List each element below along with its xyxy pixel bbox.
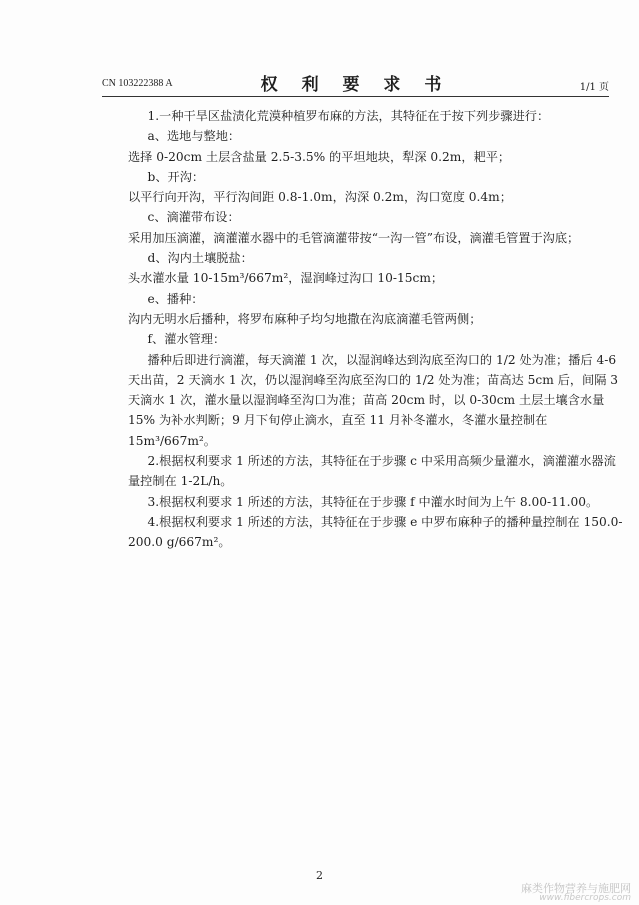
claim-4: 4.根据权利要求 1 所述的方法，其特征在于步骤 e 中罗布麻种子的播种量控制在 150.0-200.0 g/667m²。	[128, 514, 623, 550]
page-number: 2	[316, 869, 323, 882]
step-d-heading: d、沟内土壤脱盐：	[147, 251, 253, 266]
header-divider	[102, 96, 609, 97]
step-c-heading: c、滴灌带布设：	[147, 210, 240, 225]
step-a-heading: a、选地与整地：	[147, 129, 241, 144]
page-indicator: 1/1 页	[579, 82, 609, 93]
step-d-text: 头水灌水量 10-15m³/667m²，湿润峰过沟口 10-15cm；	[128, 271, 444, 286]
step-f-heading: f、灌水管理：	[147, 332, 226, 347]
claim-3: 3.根据权利要求 1 所述的方法，其特征在于步骤 f 中灌水时间为上午 8.00-11.00。	[147, 494, 599, 509]
claims-body	[128, 106, 626, 553]
step-e-text: 沟内无明水后播种，将罗布麻种子均匀地撒在沟底滴灌毛管两侧；	[128, 311, 482, 326]
claim-2: 2.根据权利要求 1 所述的方法，其特征在于步骤 c 中采用高频少量灌水，滴灌灌水器流量控制在 1-2L/h。	[128, 454, 616, 489]
document-title: 权 利 要 求 书	[260, 75, 451, 95]
claim-1-intro: 1.一种干旱区盐渍化荒漠种植罗布麻的方法，其特征在于按下列步骤进行：	[147, 109, 550, 123]
page-header	[102, 70, 609, 94]
watermark-url: www.fibercrops.com	[539, 893, 631, 903]
step-c-text: 采用加压滴灌，滴灌灌水器中的毛管滴灌带按“一沟一管”布设，滴灌毛管置于沟底；	[128, 230, 580, 245]
step-b-text: 以平行向开沟，平行沟间距 0.8-1.0m，沟深 0.2m，沟口宽度 0.4m；	[128, 190, 512, 205]
step-b-heading: b、开沟：	[147, 169, 205, 184]
step-f-text: 播种后即进行滴灌，每天滴灌 1 次，以湿润峰达到沟底至沟口的 1/2 处为准；播后 4-6 天出苗，2 天滴水 1 次，仍以湿润峰至沟底至沟口的 1/2 处为准；苗高达 5cm 后，间隔 3 天滴水 1 次，灌水量以湿润峰至沟口为准；苗高 20cm 时，以 0-30cm 土层土壤含水量 15% 为补水判断；9 月下旬停止滴水，直至 11 月补冬灌水，冬灌水量控制在 15m³/667m²。	[128, 352, 619, 448]
step-e-heading: e、播种：	[147, 291, 204, 306]
patent-number: CN 103222388 A	[102, 78, 173, 89]
watermark-text: 麻类作物营养与施肥网	[521, 882, 631, 895]
step-a-text: 选择 0-20cm 土层含盐量 2.5-3.5% 的平坦地块，犁深 0.2m，耙平；	[128, 149, 511, 164]
